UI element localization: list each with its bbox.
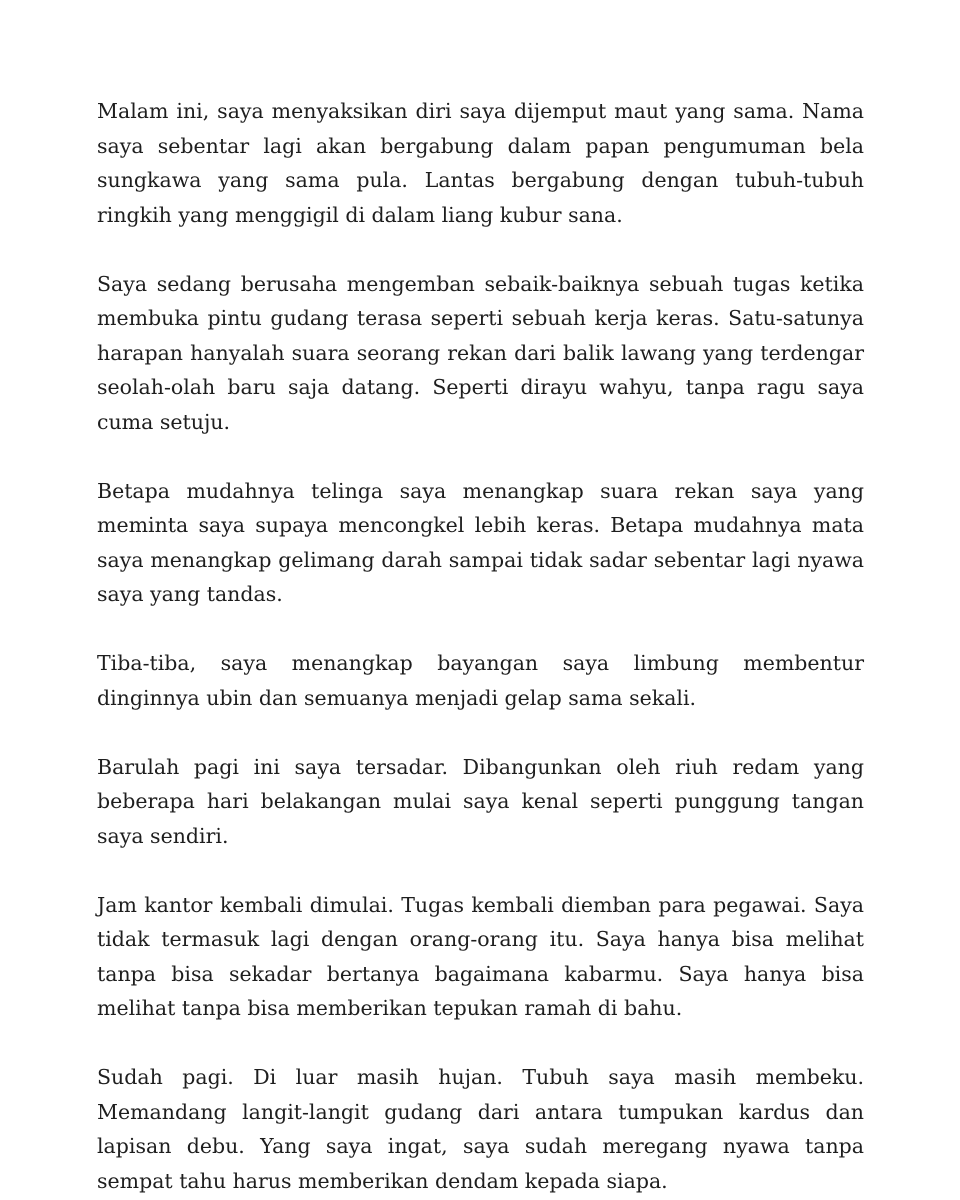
paragraph-6: Jam kantor kembali dimulai. Tugas kembali diemban para pegawai. Saya tidak termasuk lagi dengan orang-orang itu. Saya hanya bisa melihat tanpa bisa sekadar bertanya bagaimana kabarmu. Saya hanya bisa melihat tanpa bisa memberikan tepukan ramah di bahu. (97, 892, 864, 1020)
paragraph-3: Betapa mudahnya telinga saya menangkap suara rekan saya yang meminta saya supaya mencongkel lebih keras. Betapa mudahnya mata saya menangkap gelimang darah sampai tidak sadar sebentar lagi nyawa saya yang tandas. (97, 478, 864, 606)
paragraph-4: Tiba-tiba, saya menangkap bayangan saya limbung membentur dinginnya ubin dan semuanya menjadi gelap sama sekali. (97, 651, 864, 710)
paragraph-5: Barulah pagi ini saya tersadar. Dibangunkan oleh riuh redam yang beberapa hari belakangan mulai saya kenal seperti punggung tangan saya sendiri. (97, 754, 864, 848)
paragraph-2: Saya sedang berusaha mengemban sebaik-baiknya sebuah tugas ketika membuka pintu gudang terasa seperti sebuah kerja keras. Satu-satunya harapan hanyalah suara seorang rekan dari balik lawang yang terdengar seolah-olah baru saja datang. Seperti dirayu wahyu, tanpa ragu saya cuma setuju. (97, 271, 864, 434)
paragraph-7: Sudah pagi. Di luar masih hujan. Tubuh saya masih membeku. Memandang langit-langit gudang dari antara tumpukan kardus dan lapisan debu. Yang saya ingat, saya sudah meregang nyawa tanpa sempat tahu harus memberikan dendam kepada siapa. (97, 1065, 864, 1193)
paragraph-1: Malam ini, saya menyaksikan diri saya dijemput maut yang sama. Nama saya sebentar lagi akan bergabung dalam papan pengumuman bela sungkawa yang sama pula. Lantas bergabung dengan tubuh-tubuh ringkih yang menggigil di dalam liang kubur sana. (97, 99, 864, 227)
